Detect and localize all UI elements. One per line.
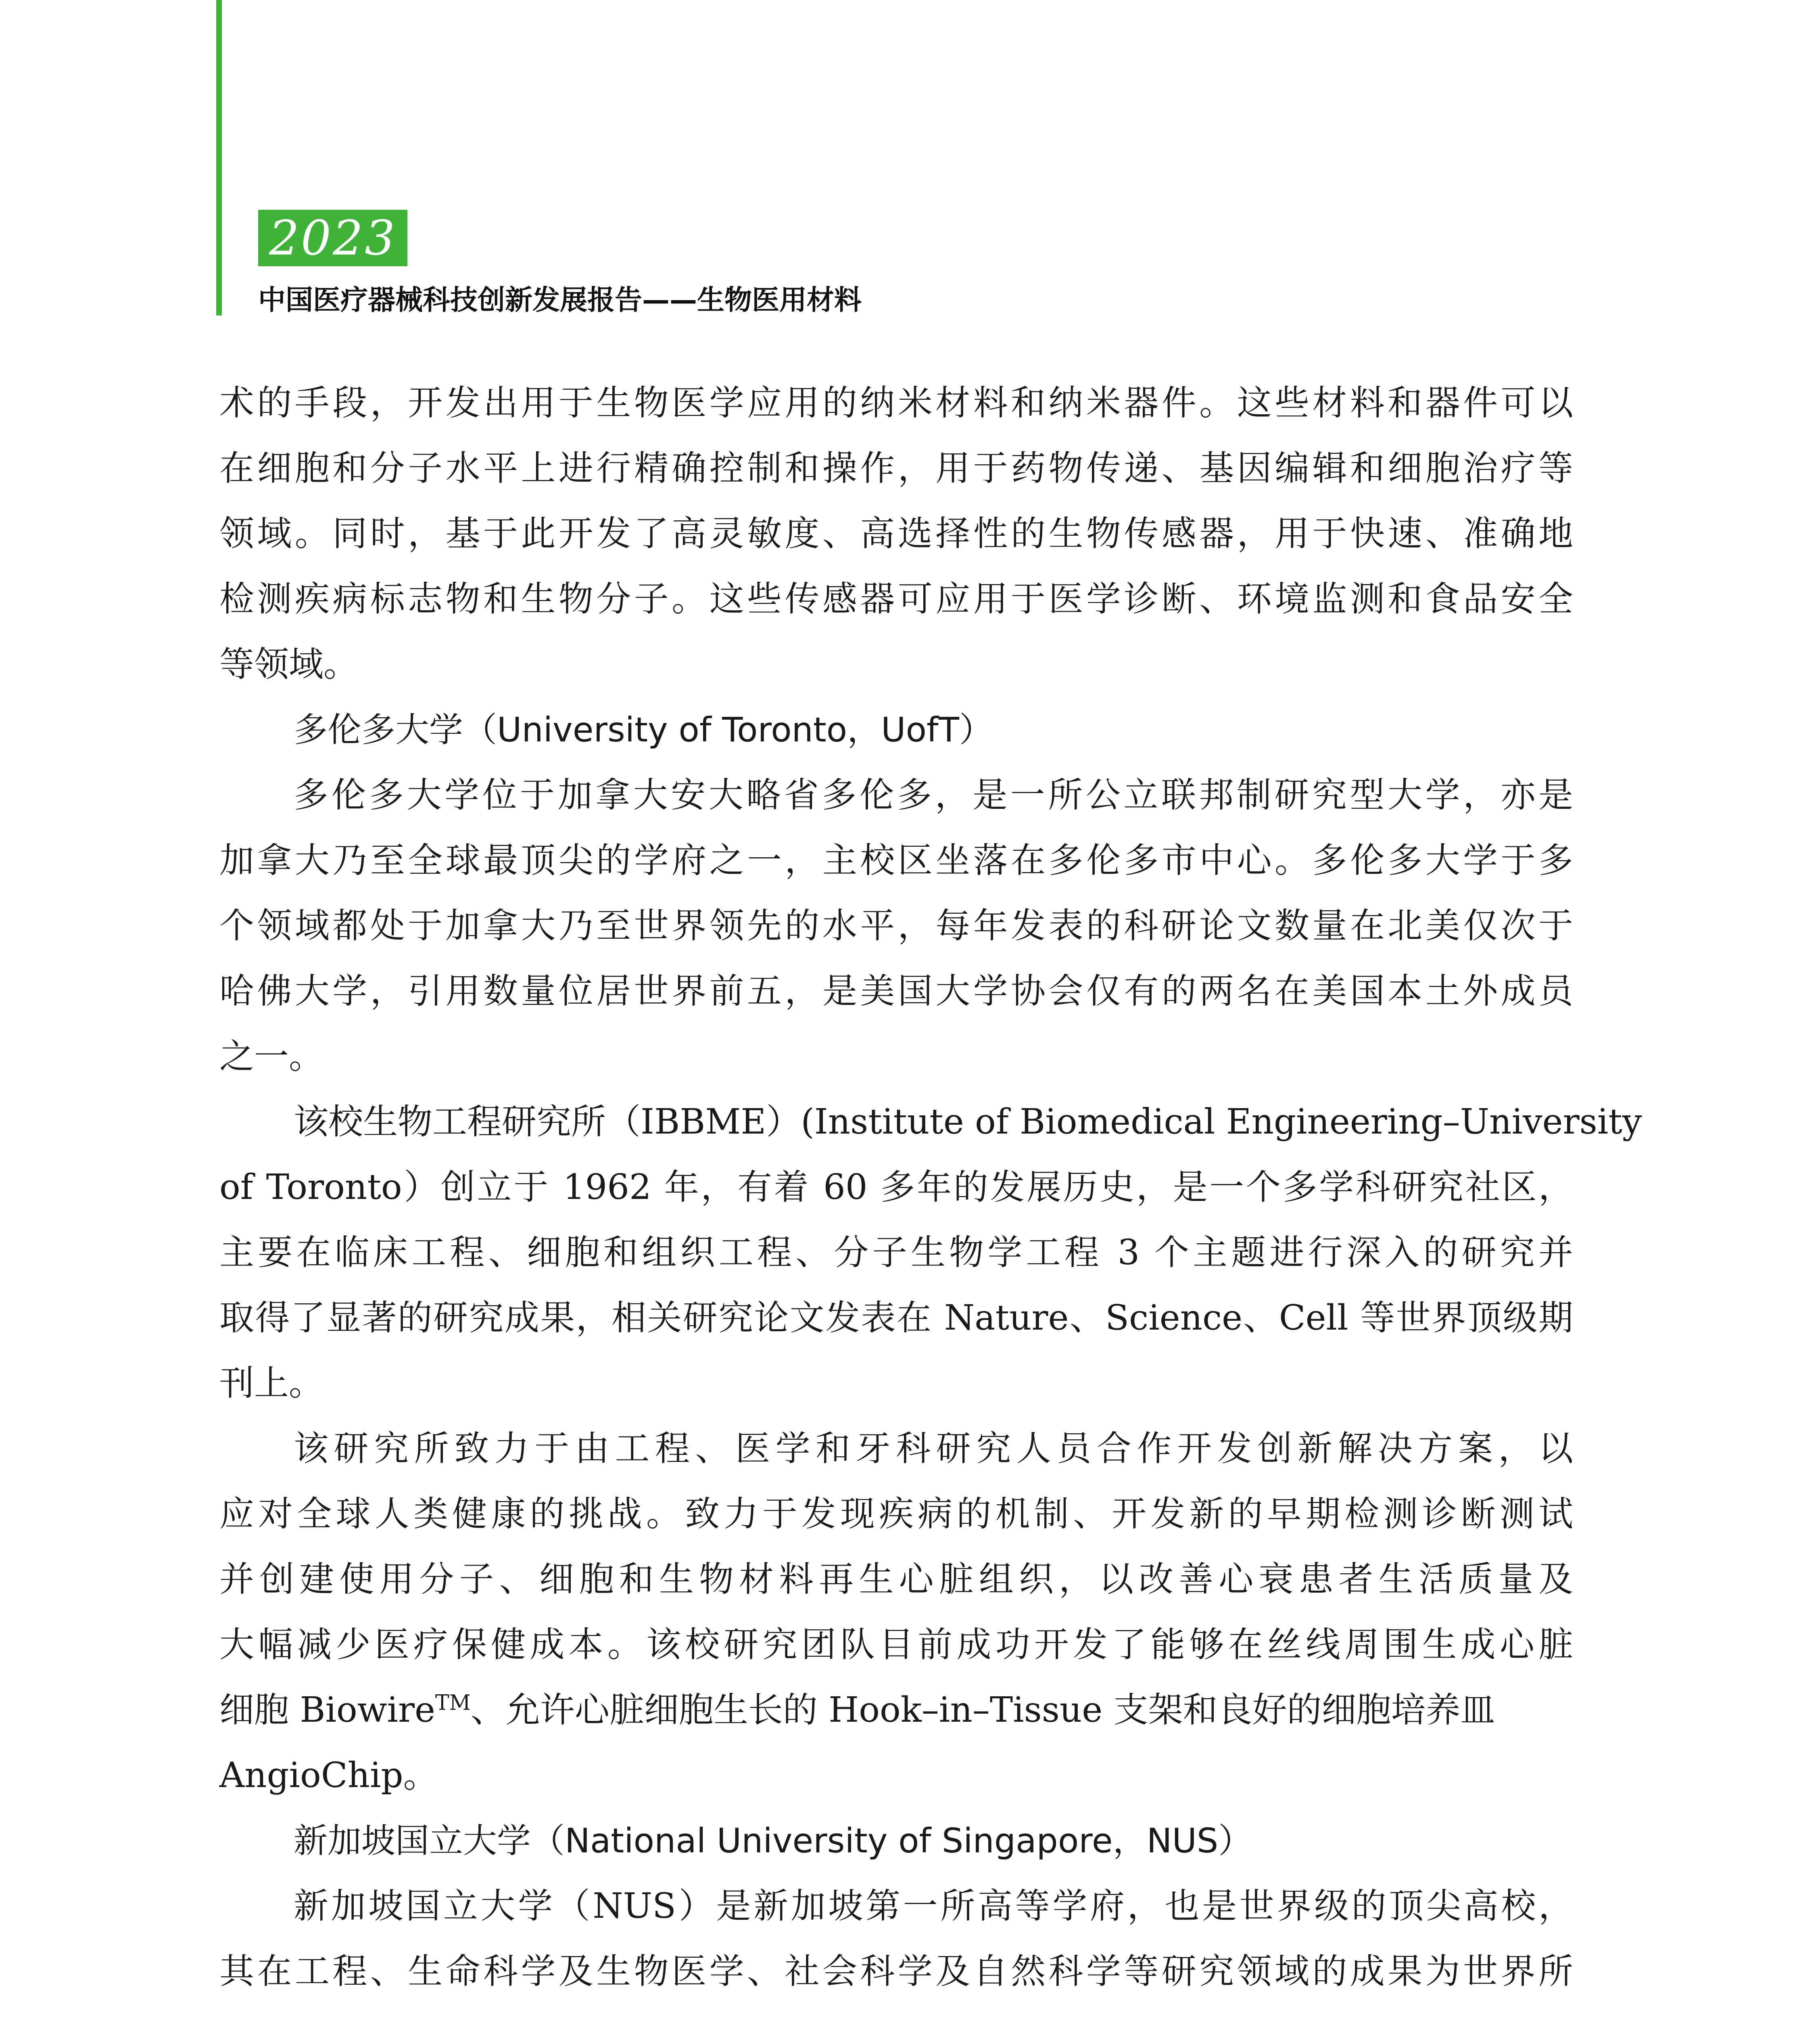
biowire-text: 细胞 Biowire	[219, 1690, 435, 1730]
body-line: 新加坡国立大学（NUS）是新加坡第一所高等学府，也是世界级的顶尖高校，	[294, 1886, 1573, 1926]
body-line: 并创建使用分子、细胞和生物材料再生心脏组织，以改善心衰患者生活质量及	[219, 1559, 1573, 1599]
body-line: 应对全球人类健康的挑战。致力于发现疾病的机制、开发新的早期检测诊断测试	[219, 1494, 1573, 1534]
body-line: 多伦多大学位于加拿大安大略省多伦多，是一所公立联邦制研究型大学，亦是	[294, 775, 1573, 815]
hook-in-tissue-text: 、允许心脏细胞生长的 Hook–in–Tissue 支架和良好的细胞培养皿	[470, 1690, 1495, 1730]
section-heading-nus: 新加坡国立大学（National University of Singapore，NUS）	[294, 1821, 1252, 1860]
body-line: 之一。	[219, 1036, 324, 1077]
body-line: 检测疾病标志物和生物分子。这些传感器可应用于医学诊断、环境监测和食品安全	[219, 579, 1573, 619]
trademark-superscript: TM	[435, 1691, 471, 1715]
section-heading-uoft: 多伦多大学（University of Toronto，UofT）	[294, 710, 993, 750]
body-line: 该研究所致力于由工程、医学和牙科研究人员合作开发创新解决方案，以	[294, 1428, 1573, 1469]
body-line	[219, 2004, 1573, 2017]
body-line: 大幅减少医疗保健成本。该校研究团队目前成功开发了能够在丝线周围生成心脏	[219, 1624, 1573, 1665]
body-line	[219, 1677, 1573, 1743]
body-line: 主要在临床工程、细胞和组织工程、分子生物学工程 3 个主题进行深入的研究并	[219, 1232, 1573, 1273]
body-line: 个领域都处于加拿大乃至世界领先的水平，每年发表的科研论文数量在北美仅次于	[219, 906, 1573, 946]
report-year-badge: 2023	[258, 210, 407, 266]
main-text	[219, 370, 1642, 2017]
body-line: 在细胞和分子水平上进行精确控制和操作，用于药物传递、基因编辑和细胞治疗等	[219, 448, 1573, 489]
body-line: AngioChip。	[219, 1755, 438, 1796]
body-line: 领域。同时，基于此开发了高灵敏度、高选择性的生物传感器，用于快速、准确地	[219, 514, 1573, 554]
body-line: 术的手段，开发出用于生物医学应用的纳米材料和纳米器件。这些材料和器件可以	[219, 383, 1573, 423]
body-line: 加拿大乃至全球最顶尖的学府之一，主校区坐落在多伦多市中心。多伦多大学于多	[219, 840, 1573, 881]
body-line: 刊上。	[219, 1363, 324, 1403]
body-line: 等领域。	[219, 644, 358, 685]
header-accent-bar	[216, 0, 222, 315]
body-line: 该校生物工程研究所（IBBME）(Institute of Biomedical Engineering–University	[294, 1102, 1642, 1142]
body-line: 其在工程、生命科学及生物医学、社会科学及自然科学等研究领域的成果为世界所	[219, 1951, 1573, 1992]
report-title: 中国医疗器械科技创新发展报告——生物医用材料	[258, 284, 862, 316]
body-line: 取得了显著的研究成果，相关研究论文发表在 Nature、Science、Cell 等世界顶级期	[219, 1298, 1573, 1338]
body-line: of Toronto）创立于 1962 年，有着 60 多年的发展历史，是一个多学科研究社区，	[219, 1167, 1573, 1207]
body-line: 哈佛大学，引用数量位居世界前五，是美国大学协会仅有的两名在美国本土外成员	[219, 971, 1573, 1011]
